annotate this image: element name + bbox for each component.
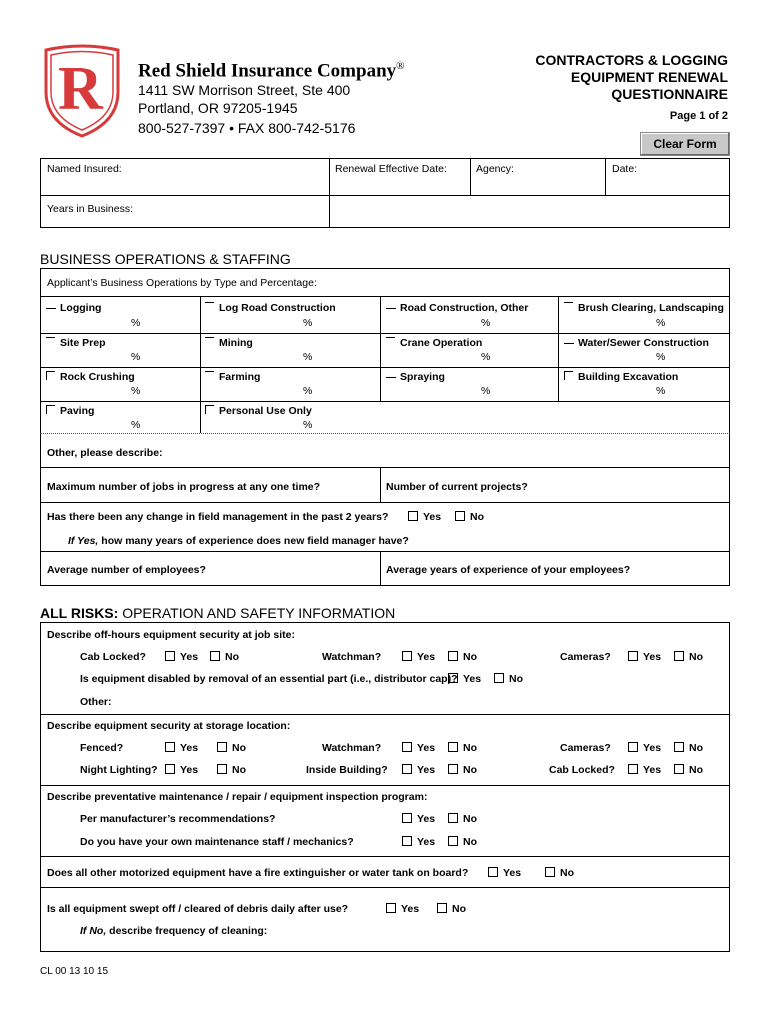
pct-farming: %	[303, 385, 313, 397]
checkbox-icon	[210, 651, 220, 661]
op-blank-icon	[386, 377, 396, 378]
company-logo	[42, 44, 122, 139]
date-label: Date:	[612, 163, 638, 175]
inside-building-label: Inside Building?	[306, 764, 388, 776]
op-paving[interactable]: Paving	[46, 405, 94, 417]
storage-cab-locked-no[interactable]: No	[674, 764, 703, 776]
checkbox-icon	[628, 742, 638, 752]
op-tick-icon	[205, 371, 214, 372]
storage-cab-locked-label: Cab Locked?	[549, 764, 615, 776]
checkbox-icon	[674, 742, 684, 752]
op-mining[interactable]: Mining	[205, 337, 253, 349]
op-rock-crushing[interactable]: Rock Crushing	[46, 371, 135, 383]
pct-water-sewer: %	[656, 351, 666, 363]
disabled-no[interactable]: No	[494, 673, 523, 685]
fenced-label: Fenced?	[80, 742, 124, 754]
extinguisher-yes[interactable]: Yes	[488, 867, 521, 879]
checkbox-icon	[455, 511, 465, 521]
checkbox-icon	[217, 742, 227, 752]
checkbox-icon	[448, 764, 458, 774]
cab-locked-no[interactable]: No	[210, 651, 239, 663]
offhours-label: Describe off-hours equipment security at job site:	[47, 629, 295, 641]
other-describe-label: Other, please describe:	[47, 447, 163, 459]
form-code: CL 00 13 10 15	[40, 966, 109, 977]
inside-building-no[interactable]: No	[448, 764, 477, 776]
cab-locked-yes[interactable]: Yes	[165, 651, 198, 663]
op-box-icon	[564, 371, 573, 380]
disabled-yes[interactable]: Yes	[448, 673, 481, 685]
watchman-label: Watchman?	[322, 651, 382, 663]
swept-no[interactable]: No	[437, 903, 466, 915]
pct-paving: %	[131, 419, 141, 431]
checkbox-icon	[448, 742, 458, 752]
checkbox-icon	[674, 651, 684, 661]
checkbox-icon	[448, 813, 458, 823]
manufacturer-label: Per manufacturer’s recommendations?	[80, 813, 276, 825]
checkbox-icon	[674, 764, 684, 774]
storage-label: Describe equipment security at storage location:	[47, 720, 291, 732]
pct-crane: %	[481, 351, 491, 363]
op-crane-operation[interactable]: Crane Operation	[386, 337, 482, 349]
storage-cameras-yes[interactable]: Yes	[628, 742, 661, 754]
op-logging[interactable]: Logging	[46, 302, 101, 314]
maintenance-label: Describe preventative maintenance / repair / equipment inspection program:	[47, 791, 428, 803]
business-operations-title: BUSINESS OPERATIONS & STAFFING	[40, 251, 291, 267]
if-yes-question: If Yes, how many years of experience does new field manager have?	[68, 535, 409, 547]
other-label: Other:	[80, 696, 112, 708]
op-log-road-construction[interactable]: Log Road Construction	[205, 302, 336, 314]
storage-watchman-no[interactable]: No	[448, 742, 477, 754]
agency-label: Agency:	[476, 163, 514, 175]
cameras-yes[interactable]: Yes	[628, 651, 661, 663]
operations-subtitle: Applicant’s Business Operations by Type and Percentage:	[47, 277, 317, 289]
named-insured-label: Named Insured:	[47, 163, 122, 175]
form-title-line-1: CONTRACTORS & LOGGING	[535, 52, 728, 68]
swept-label: Is all equipment swept off / cleared of debris daily after use?	[47, 903, 349, 915]
inside-building-yes[interactable]: Yes	[402, 764, 435, 776]
checkbox-icon	[402, 813, 412, 823]
checkbox-icon	[448, 836, 458, 846]
form-title-line-2: EQUIPMENT RENEWAL	[570, 69, 728, 85]
storage-cameras-label: Cameras?	[560, 742, 611, 754]
pct-spraying: %	[481, 385, 491, 397]
checkbox-icon	[494, 673, 504, 683]
op-blank-icon	[386, 308, 396, 309]
checkbox-icon	[402, 836, 412, 846]
op-site-prep[interactable]: Site Prep	[46, 337, 106, 349]
storage-cab-locked-yes[interactable]: Yes	[628, 764, 661, 776]
checkbox-icon	[217, 764, 227, 774]
storage-watchman-yes[interactable]: Yes	[402, 742, 435, 754]
pct-mining: %	[303, 351, 313, 363]
op-building-excavation[interactable]: Building Excavation	[564, 371, 678, 383]
op-blank-icon	[46, 308, 56, 309]
op-box-icon	[205, 405, 214, 414]
checkbox-icon	[165, 764, 175, 774]
extinguisher-label: Does all other motorized equipment have a fire extinguisher or water tank on board?	[47, 867, 469, 879]
op-blank-icon	[564, 343, 574, 344]
op-tick-icon	[564, 302, 573, 303]
checkbox-icon	[628, 651, 638, 661]
max-jobs-label: Maximum number of jobs in progress at any one time?	[47, 481, 321, 493]
all-risks-title: ALL RISKS: OPERATION AND SAFETY INFORMATION	[40, 605, 396, 621]
checkbox-icon	[628, 764, 638, 774]
change-mgmt-label: Has there been any change in field management in the past 2 years?	[47, 511, 389, 523]
night-lighting-label: Night Lighting?	[80, 764, 158, 776]
cameras-no[interactable]: No	[674, 651, 703, 663]
night-lighting-yes[interactable]: Yes	[165, 764, 198, 776]
checkbox-icon	[165, 651, 175, 661]
watchman-yes[interactable]: Yes	[402, 651, 435, 663]
form-title	[535, 52, 728, 103]
op-box-icon	[46, 371, 55, 380]
op-tick-icon	[205, 302, 214, 303]
renewal-date-label: Renewal Effective Date:	[335, 163, 447, 175]
pct-site-prep: %	[131, 351, 141, 363]
change-mgmt-no[interactable]: No	[455, 511, 484, 523]
extinguisher-no[interactable]: No	[545, 867, 574, 879]
checkbox-icon	[402, 764, 412, 774]
storage-cameras-no[interactable]: No	[674, 742, 703, 754]
company-phone: 800-527-7397 • FAX 800-742-5176	[138, 120, 356, 136]
watchman-no[interactable]: No	[448, 651, 477, 663]
pct-rock: %	[131, 385, 141, 397]
swept-yes[interactable]: Yes	[386, 903, 419, 915]
checkbox-icon	[402, 651, 412, 661]
manufacturer-yes[interactable]: Yes	[402, 813, 435, 825]
fenced-yes[interactable]: Yes	[165, 742, 198, 754]
checkbox-icon	[437, 903, 447, 913]
form-title-line-3: QUESTIONNAIRE	[611, 86, 728, 102]
if-no-question: If No, describe frequency of cleaning:	[80, 925, 268, 937]
checkbox-icon	[448, 673, 458, 683]
checkbox-icon	[488, 867, 498, 877]
op-farming[interactable]: Farming	[205, 371, 260, 383]
other-describe-field[interactable]	[200, 436, 728, 464]
op-tick-icon	[386, 337, 395, 338]
current-projects-label: Number of current projects?	[386, 481, 528, 493]
cab-locked-label: Cab Locked?	[80, 651, 146, 663]
op-tick-icon	[46, 337, 55, 338]
page-number: Page 1 of 2	[669, 110, 728, 122]
avg-experience-label: Average years of experience of your employees?	[386, 564, 631, 576]
cameras-label: Cameras?	[560, 651, 611, 663]
logo-letter: R	[58, 55, 103, 123]
checkbox-icon	[408, 511, 418, 521]
manufacturer-no[interactable]: No	[448, 813, 477, 825]
checkbox-icon	[165, 742, 175, 752]
avg-employees-label: Average number of employees?	[47, 564, 206, 576]
pct-excavation: %	[656, 385, 666, 397]
checkbox-icon	[386, 903, 396, 913]
pct-personal: %	[303, 419, 313, 431]
op-tick-icon	[205, 337, 214, 338]
company-address-2: Portland, OR 97205-1945	[138, 100, 298, 116]
fenced-no[interactable]: No	[217, 742, 246, 754]
op-water-sewer[interactable]: Water/Sewer Construction	[564, 337, 709, 349]
checkbox-icon	[545, 867, 555, 877]
company-address-1: 1411 SW Morrison Street, Ste 400	[138, 82, 351, 98]
other-field[interactable]	[120, 692, 720, 710]
op-road-construction-other[interactable]: Road Construction, Other	[386, 302, 528, 314]
pct-brush: %	[656, 317, 666, 329]
storage-watchman-label: Watchman?	[322, 742, 382, 754]
pct-road-other: %	[481, 317, 491, 329]
checkbox-icon	[402, 742, 412, 752]
own-staff-no[interactable]: No	[448, 836, 477, 848]
night-lighting-no[interactable]: No	[217, 764, 246, 776]
pct-logging: %	[131, 317, 141, 329]
op-personal-use[interactable]: Personal Use Only	[205, 405, 312, 417]
own-staff-label: Do you have your own maintenance staff / mechanics?	[80, 836, 354, 848]
checkbox-icon	[448, 651, 458, 661]
disabled-label: Is equipment disabled by removal of an essential part (i.e., distributor cap)?	[80, 673, 458, 685]
company-name: Red Shield Insurance Company®	[138, 60, 405, 82]
clear-form-button[interactable]: Clear Form	[640, 132, 730, 156]
change-mgmt-yes[interactable]: Yes	[408, 511, 441, 523]
years-in-business-label: Years in Business:	[47, 203, 133, 215]
op-box-icon	[46, 405, 55, 414]
op-spraying[interactable]: Spraying	[386, 371, 445, 383]
own-staff-yes[interactable]: Yes	[402, 836, 435, 848]
pct-log-road: %	[303, 317, 313, 329]
op-brush-clearing[interactable]: Brush Clearing, Landscaping	[564, 302, 724, 314]
